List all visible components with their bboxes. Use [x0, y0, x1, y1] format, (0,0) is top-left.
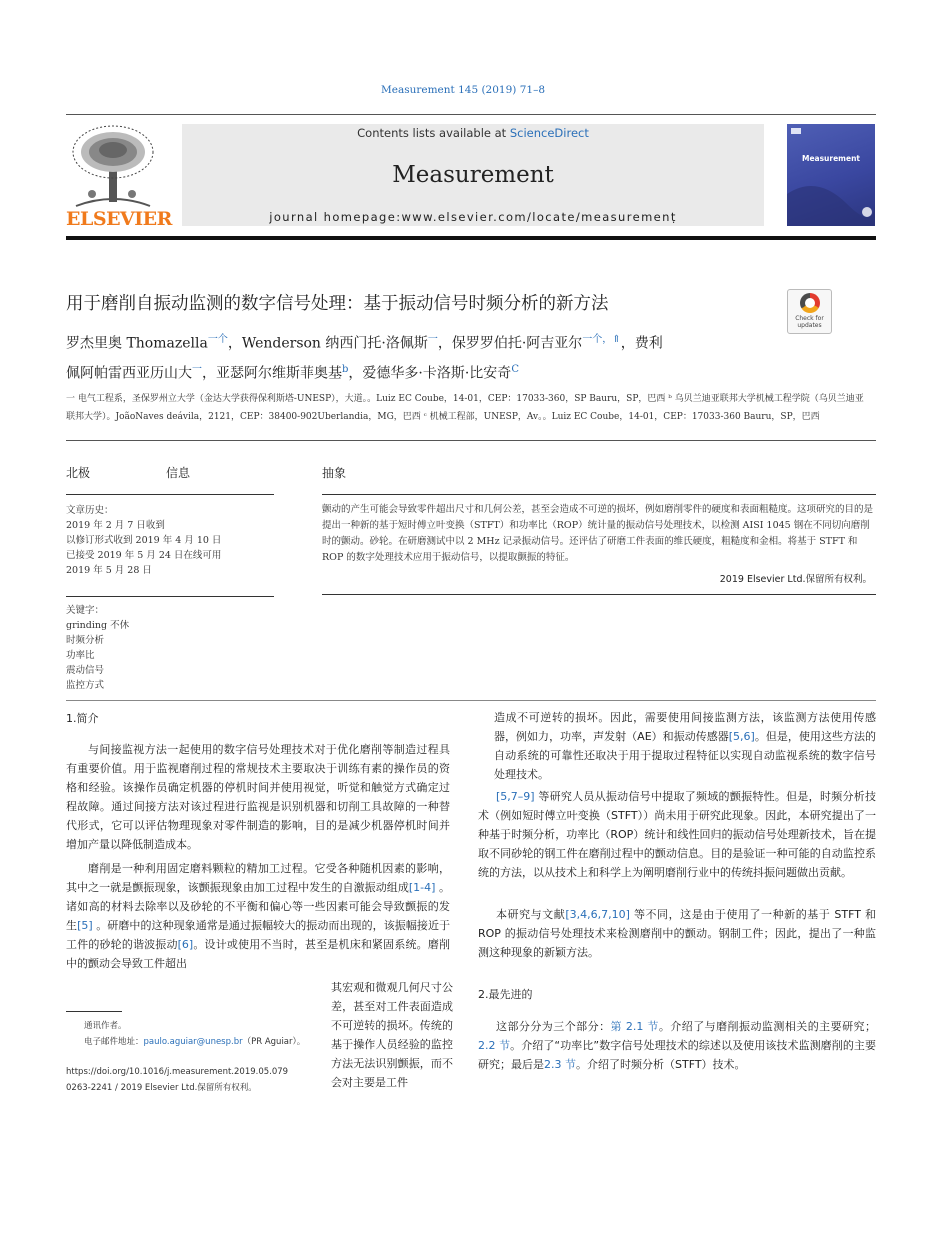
- email-line: 电子邮件地址：paulo.aguiar@unesp.br（PR Aguiar）。: [84, 1037, 306, 1047]
- citation-link[interactable]: [6]: [177, 938, 194, 951]
- citation-link[interactable]: [5,6]: [728, 730, 755, 743]
- elsevier-logo: [66, 122, 172, 230]
- journal-citation[interactable]: Measurement 145 (2019) 71–8: [380, 84, 546, 96]
- state-of-art-paragraph: 这部分分为三个部分：第 2.1 节。介绍了与磨削振动监测相关的主要研究；2.2 节。介绍了“功率比”数字信号处理技术的综述以及使用该技术监测磨削的主要研究；最后是2.3 节。介绍了时频分析（STFT）技术。: [478, 1020, 876, 1071]
- sciencedirect-link[interactable]: ScienceDirect: [509, 126, 589, 140]
- right-paragraph-1: 造成不可逆转的损坏。因此，需要使用间接监测方法，该监测方法使用传感器，例如力，功率，声发射（AE）和振动传感器[5,6]。但是，使用这些方法的自动系统的可靠性还取决于用于提取过程特征以实现自动监视系统的数字信号处理技术。: [494, 711, 876, 781]
- article-info-rule: [66, 494, 274, 495]
- citation-link[interactable]: [5,7–9]: [496, 790, 535, 803]
- history-item: 以修订形式收到 2019 年 4 月 10 日: [66, 535, 222, 546]
- email-link[interactable]: paulo.aguiar@unesp.br: [143, 1037, 243, 1047]
- author-name[interactable]: 罗杰里奥 Thomazella: [66, 335, 208, 352]
- doi-link[interactable]: https://doi.org/10.1016/j.measurement.2019.05.079: [66, 1067, 289, 1077]
- crossmark-icon: [800, 293, 820, 313]
- journal-banner: [182, 124, 764, 226]
- citation-link[interactable]: [3,4,6,7,10]: [565, 908, 630, 921]
- author-name[interactable]: ，亚瑟阿尔维斯菲奥基: [202, 365, 342, 382]
- keywords: [66, 603, 276, 693]
- intro-paragraph-1: 与间接监视方法一起使用的数字信号处理技术对于优化磨削等制造过程具有重要价值。用于监视磨削过程的常规技术主要取决于训练有素的操作员的资格和经验。该操作员确定机器的停机时间并使用视觉，听觉和触觉方式确定过程故障。通过间接方法对该过程进行监视是识别机器和切削工具故障的一种替代形式，它可以评估物理现象对零件制造的影响，目的是减少机器停机时间并增加产量以降低制造成本。: [66, 743, 450, 851]
- right-paragraph-2: [5,7–9] 等研究人员从振动信号中提取了频域的颤振特性。但是，时频分析技术（例如短时傅立叶变换（STFT））尚未用于研究此现象。因此，本研究提出了一种基于时频分析，功率比（ROP）统计和线性回归的振动信号处理新技术，旨在提取不同砂轮的钢工件在磨削过程中的颤动信息。目的是验证一种可能的自动监控系统的方法，以从技术上和科学上为阐明磨削行业中的传统抖振问题做出贡献。: [478, 790, 876, 879]
- keywords-label: 关键字：: [66, 605, 105, 616]
- contents-line: Contents lists available at ScienceDirect: [357, 126, 589, 140]
- history-item: 2019 年 5 月 28 日: [66, 565, 152, 576]
- abstract-text: 颤动的产生可能会导致零件超出尺寸和几何公差，甚至会造成不可逆的损坏，例如磨削零件的硬度和表面粗糙度。这项研究的目的是提出一种新的基于短时傅立叶变换（STFT）和功率比（ROP）统计量的振动信号处理技术，以检测 AISI 1045 钢在不同切向磨削时的颤动。砂轮。在研磨测试中以 2 MHz 记录振动信号。还评估了研磨工件表面的维氏硬度，粗糙度和金相。将基于 STFT 和 ROP 的数字处理技术应用于振动信号，以提取颤振的特征。: [322, 504, 874, 563]
- author-affiliation-mark[interactable]: b: [342, 364, 349, 375]
- header-rule: [66, 114, 876, 115]
- abstract-heading: 抽象: [322, 466, 347, 480]
- intro-paragraph-2: 磨削是一种利用固定磨料颗粒的精加工过程。它受各种随机因素的影响，其中之一就是颤振现象，该颤振现象由加工过程中发生的自激振动组成[1-4] 。诸如高的材料去除率以及砂轮的不平衡和偏心等一些因素可能会导致颤振的发生[5] 。研磨中的这种现象通常是通过振幅较大的振动而出现的，该振幅接近于工件的砂轮的谐波振动[6]。设计或使用不当时，甚至是机床和紧固系统。磨削中的颤动会导致工件超出: [66, 862, 451, 970]
- author-affiliation-mark[interactable]: 一: [427, 334, 438, 345]
- corresponding-note: 通讯作者。: [84, 1021, 127, 1031]
- article-title: 用于磨削自振动监测的数字信号处理：基于振动信号时频分析的新方法: [66, 294, 609, 314]
- crossmark-label: Check for updates: [795, 315, 824, 329]
- section-link[interactable]: 2.2 节: [478, 1039, 511, 1052]
- author-affiliation-mark[interactable]: 一个，⇑: [582, 334, 621, 345]
- author-name[interactable]: ，保罗罗伯托·阿吉亚尔: [437, 335, 583, 352]
- keywords-rule: [66, 596, 274, 597]
- state-of-art-heading: 2.最先进的: [478, 988, 533, 1001]
- citation-link[interactable]: [1-4]: [408, 881, 436, 894]
- author-name[interactable]: ，爱德华多·卡洛斯·比安奇: [348, 365, 512, 382]
- article-info-heading: 北极 信息: [66, 466, 191, 480]
- header-thick-rule: [66, 236, 876, 240]
- affiliations: 一 电气工程系，圣保罗州立大学（金达大学获得保利斯塔-UNESP），大道。。Luiz EC Coube，14-01，CEP：17033-360，SP Bauru，SP，巴西 ᵇ 乌贝兰迪亚联邦大学机械工程学院（乌贝兰迪亚联邦大学）。JoãoNaves deávila，2121，CEP：38400-902Uberlandia，MG，巴西 ᶜ 机械工程部，UNESP，Av。。Luiz EC Coube，14-01，CEP：17033-360 Bauru，SP，巴西: [66, 394, 864, 422]
- cover-title: Measurement: [801, 154, 861, 163]
- section-link[interactable]: 2.3 节: [544, 1058, 576, 1071]
- author-name[interactable]: 佩阿帕雷西亚历山大: [66, 365, 192, 382]
- article-history: [66, 503, 276, 578]
- author-name[interactable]: ，费利: [620, 335, 663, 352]
- journal-cover: [787, 124, 875, 226]
- history-item: 2019 年 2 月 7 日收到: [66, 520, 165, 531]
- body-top-rule: [66, 700, 876, 701]
- keyword: 时频分析: [66, 635, 105, 646]
- abstract-rule: [322, 494, 876, 495]
- keyword: 监控方式: [66, 680, 105, 691]
- history-label: 文章历史：: [66, 505, 114, 516]
- cover-art-icon: [787, 124, 875, 226]
- author-list-line-2: [66, 360, 766, 383]
- journal-homepage[interactable]: journal homepage:www.elsevier.com/locate/measuremenṭ: [269, 210, 677, 224]
- citation-link[interactable]: [5]: [77, 919, 93, 932]
- history-item: 已接受 2019 年 5 月 24 日在线可用: [66, 550, 222, 561]
- abstract-bottom-rule: [322, 594, 876, 595]
- affiliation-rule: [66, 440, 876, 441]
- footnote-rule: [66, 1011, 122, 1012]
- publisher-name: ELSEVIER: [66, 208, 172, 230]
- intro-paragraph-2-continued: 其宏观和微观几何尺寸公差，甚至对工件表面造成不可逆转的损坏。传统的基于操作人员经验的监控方法无法识别颤振，而不会对主要是工件: [331, 981, 453, 1089]
- author-affiliation-mark[interactable]: 一: [192, 364, 202, 375]
- check-for-updates-button[interactable]: [787, 289, 832, 334]
- issn-line: 0263-2241 / 2019 Elsevier Ltd.保留所有权利。: [66, 1083, 257, 1093]
- author-name[interactable]: ，Wenderson 纳西门托·洛佩斯: [227, 335, 428, 352]
- abstract-copyright: 2019 Elsevier Ltd.保留所有权利。: [719, 574, 872, 585]
- journal-name: Measurement: [392, 162, 554, 188]
- right-paragraph-3: 本研究与文献[3,4,6,7,10] 等不同，这是由于使用了一种新的基于 STFT 和 ROP 的振动信号处理技术来检测磨削中的颤动。钢制工件；因此，提出了一种监测这种现象的新颖方法。: [478, 908, 877, 959]
- elsevier-tree-icon: [66, 122, 160, 210]
- keyword: grinding 不休: [66, 620, 130, 631]
- author-list-line-1: [66, 330, 766, 353]
- intro-heading: 1.简介: [66, 712, 99, 725]
- author-affiliation-mark[interactable]: C: [511, 364, 519, 375]
- keyword: 功率比: [66, 650, 95, 661]
- section-link[interactable]: 第 2.1 节: [610, 1020, 659, 1033]
- author-affiliation-mark[interactable]: 一个: [207, 334, 228, 345]
- keyword: 震动信号: [66, 665, 105, 676]
